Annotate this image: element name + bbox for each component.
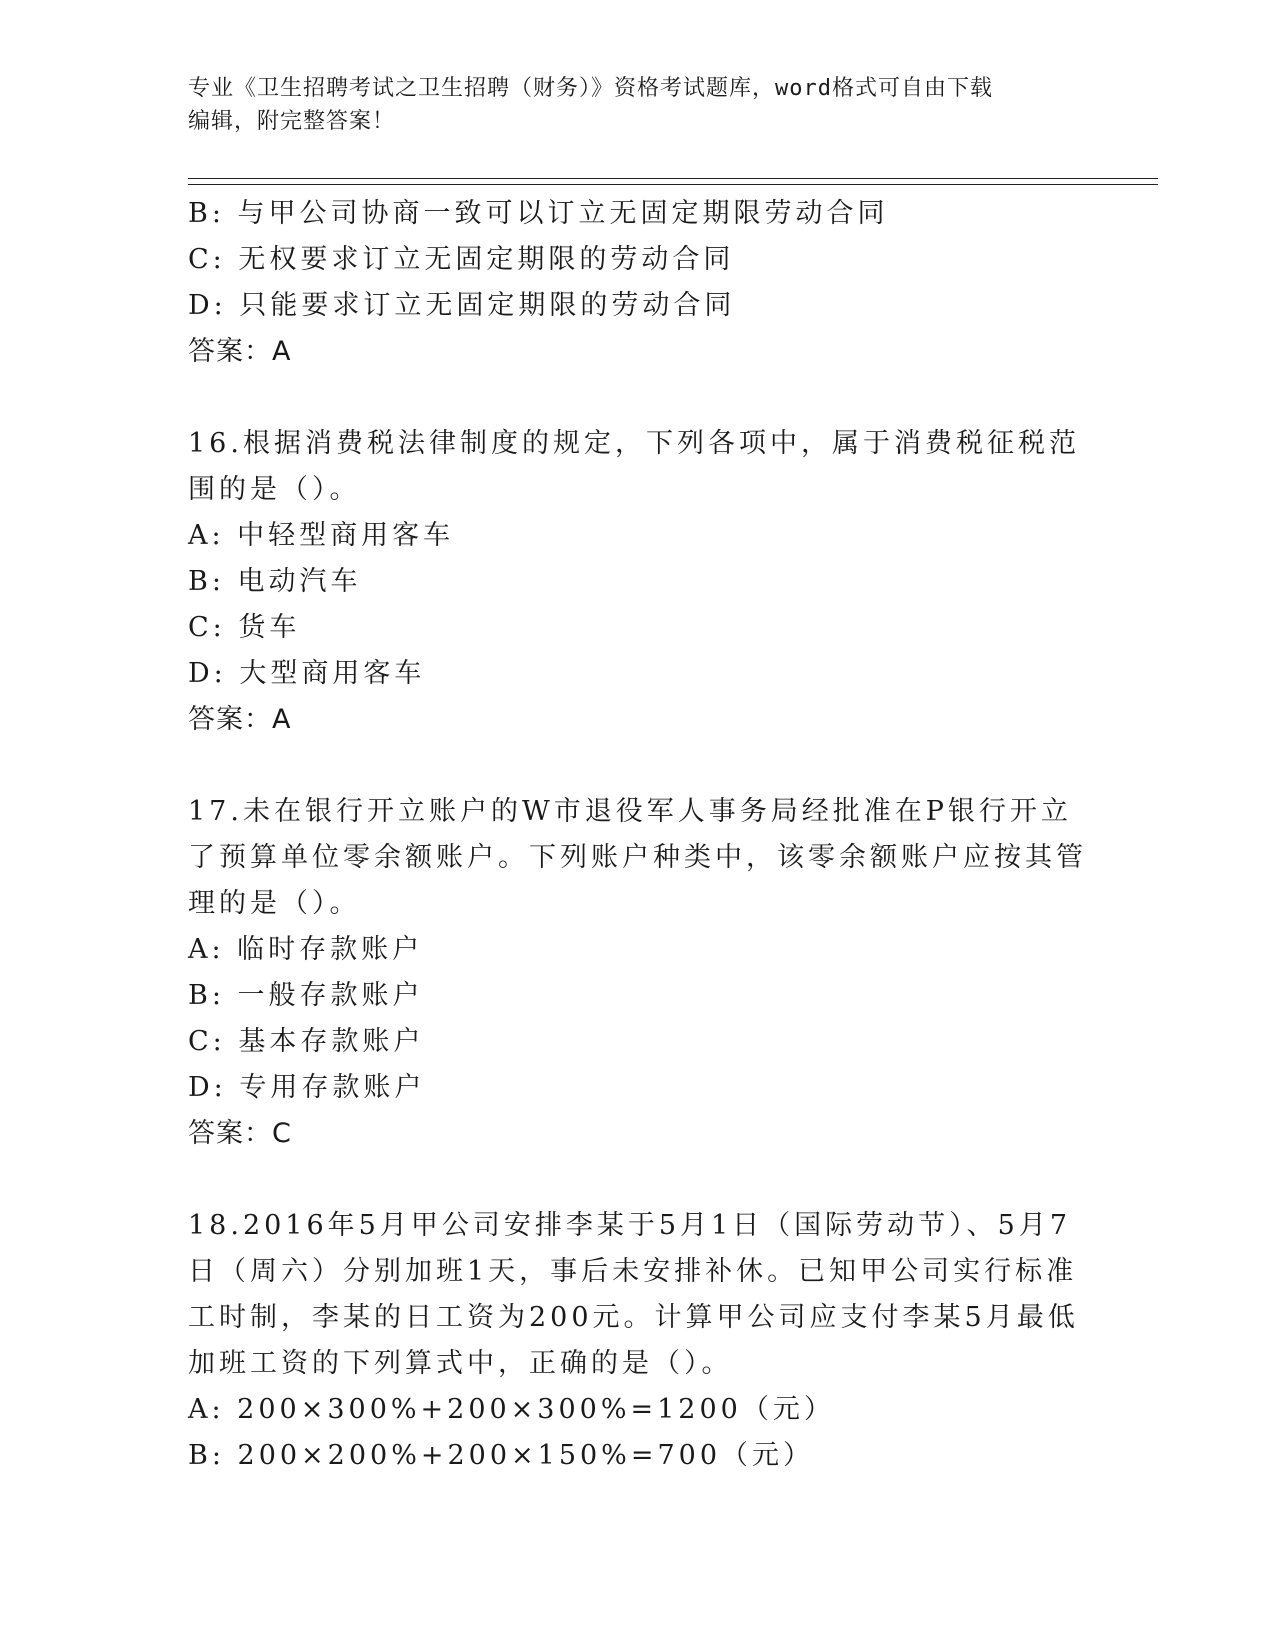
option-c: C: 货车: [188, 612, 301, 643]
option-a: A: 临时存款账户: [188, 934, 424, 965]
option-b: B: 一般存款账户: [188, 980, 424, 1011]
option-d: D: 大型商用客车: [188, 658, 426, 689]
option-a: A: 200×300%+200×300%=1200（元）: [188, 1394, 835, 1425]
answer-line: 答案：A: [188, 336, 292, 367]
option-c: C: 基本存款账户: [188, 1026, 425, 1057]
option-a: A: 中轻型商用客车: [188, 520, 455, 551]
answer-line: 答案：A: [188, 704, 292, 735]
option-c: C: 无权要求订立无固定期限的劳动合同: [188, 244, 735, 275]
option-b: B: 电动汽车: [188, 566, 362, 597]
question-text: 17.未在银行开立账户的W市退役军人事务局经批准在P银行开立了预算单位零余额账户。下列账户种类中，该零余额账户应按其管理的是（）。: [188, 796, 1087, 919]
document-header: [188, 72, 1088, 138]
option-d: D: 专用存款账户: [188, 1072, 426, 1103]
question-17: [188, 789, 1088, 1157]
option-b: B: 与甲公司协商一致可以订立无固定期限劳动合同: [188, 198, 889, 229]
question-16: [188, 421, 1088, 743]
header-line-1: 专业《卫生招聘考试之卫生招聘（财务）》资格考试题库，word格式可自由下载: [188, 76, 993, 101]
header-line-2: 编辑，附完整答案！: [188, 109, 396, 134]
header-divider-top: [188, 178, 1158, 179]
question-15-continued: [188, 191, 1088, 375]
option-b: B: 200×200%+200×150%=700（元）: [188, 1440, 814, 1471]
question-list: [188, 191, 1088, 1479]
header-divider-bottom: [188, 184, 1158, 185]
option-d: D: 只能要求订立无固定期限的劳动合同: [188, 290, 736, 321]
question-18: [188, 1203, 1088, 1479]
question-text: 18.2016年5月甲公司安排李某于5月1日（国际劳动节）、5月7日（周六）分别加班1天，事后未安排补休。已知甲公司实行标准工时制，李某的日工资为200元。计算甲公司应支付李某5月最低加班工资的下列算式中，正确的是（）。: [188, 1210, 1079, 1379]
question-text: 16.根据消费税法律制度的规定，下列各项中，属于消费税征税范围的是（）。: [188, 428, 1080, 505]
answer-line: 答案：C: [188, 1118, 292, 1149]
